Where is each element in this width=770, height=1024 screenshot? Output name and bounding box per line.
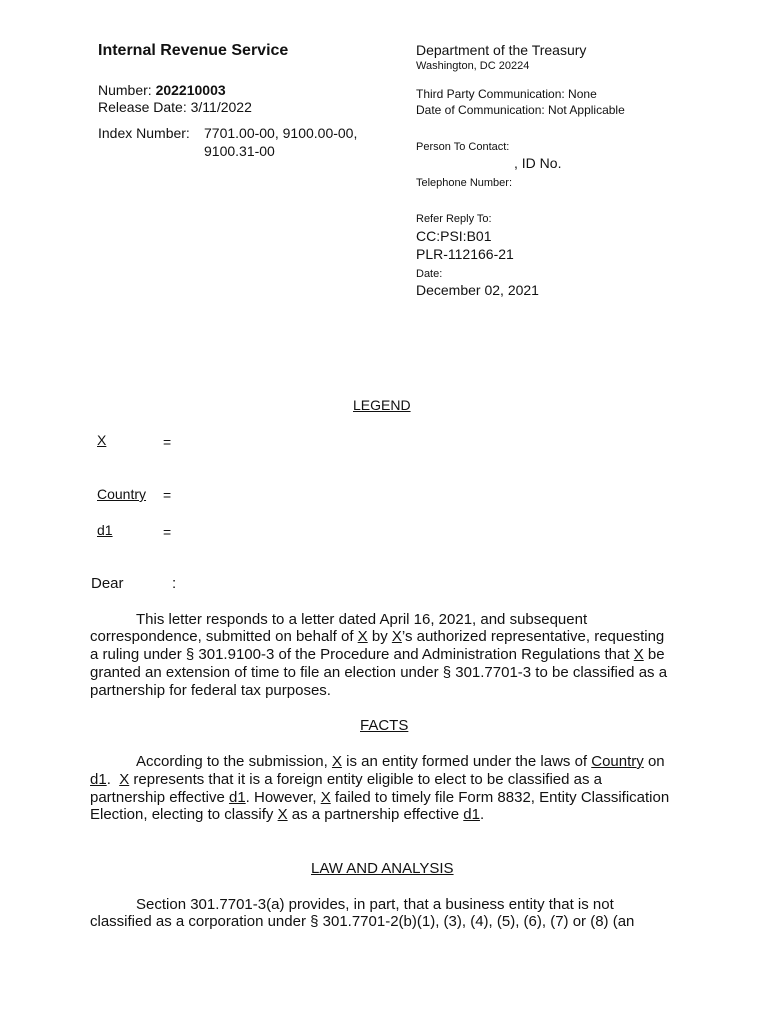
legend-title: LEGEND (353, 397, 411, 413)
refer-code-2: PLR-112166-21 (416, 246, 514, 262)
legend-equals-x: = (163, 434, 172, 450)
refer-code-1: CC:PSI:B01 (416, 228, 492, 244)
law-line-2: classified as a corporation under § 301.7701-2(b)(1), (3), (4), (5), (6), (7) or (8) (an (90, 913, 635, 930)
release-date: Release Date: 3/11/2022 (98, 99, 252, 115)
facts-line-4: Election, electing to classify X as a partnership effective d1. (90, 806, 485, 823)
facts-line-1: According to the submission, X is an entity formed under the laws of Country on (136, 753, 665, 770)
legend-term-country: Country (97, 486, 147, 502)
refer-reply-label: Refer Reply To: (416, 213, 492, 225)
law-analysis-heading: LAW AND ANALYSIS (311, 860, 454, 877)
intro-line-1: This letter responds to a letter dated April 16, 2021, and subsequent (136, 611, 588, 628)
third-party-communication: Third Party Communication: None (416, 87, 597, 101)
facts-heading: FACTS (360, 717, 409, 734)
legend-equals-country: = (163, 487, 172, 503)
law-line-1: Section 301.7701-3(a) provides, in part, that a business entity that is not (136, 896, 614, 913)
legend-term-d1: d1 (97, 522, 113, 538)
legend-equals-d1: = (163, 524, 172, 540)
department-address: Washington, DC 20224 (416, 60, 530, 72)
index-number-line1: 7701.00-00, 9100.00-00, (204, 125, 358, 141)
number-value: 202210003 (155, 82, 226, 98)
person-to-contact: Person To Contact: (416, 141, 510, 153)
date-label: Date: (416, 268, 443, 280)
ruling-number (98, 82, 226, 98)
facts-line-3: partnership effective d1. However, X failed to timely file Form 8832, Entity Classification (90, 789, 670, 806)
salutation-dear: Dear (91, 575, 124, 592)
intro-line-4: granted an extension of time to file an election under § 301.7701-3 to be classified as a (90, 664, 668, 681)
intro-line-5: partnership for federal tax purposes. (90, 682, 331, 699)
id-number: , ID No. (514, 155, 562, 171)
date-of-communication: Date of Communication: Not Applicable (416, 103, 625, 117)
facts-line-2: d1. X represents that it is a foreign entity eligible to elect to be classified as a (90, 771, 602, 788)
index-number-label: Index Number: (98, 125, 190, 141)
salutation-colon: : (172, 575, 177, 592)
telephone-number: Telephone Number: (416, 177, 513, 189)
department-name: Department of the Treasury (416, 42, 587, 58)
date-value: December 02, 2021 (416, 282, 539, 298)
agency-name: Internal Revenue Service (98, 42, 289, 59)
index-number-line2: 9100.31-00 (204, 143, 275, 159)
intro-line-3: a ruling under § 301.9100-3 of the Procedure and Administration Regulations that X be (90, 646, 665, 663)
number-label: Number: (98, 82, 152, 98)
legend-term-x: X (97, 432, 107, 448)
intro-line-2: correspondence, submitted on behalf of X by X’s authorized representative, requesting (90, 628, 665, 645)
